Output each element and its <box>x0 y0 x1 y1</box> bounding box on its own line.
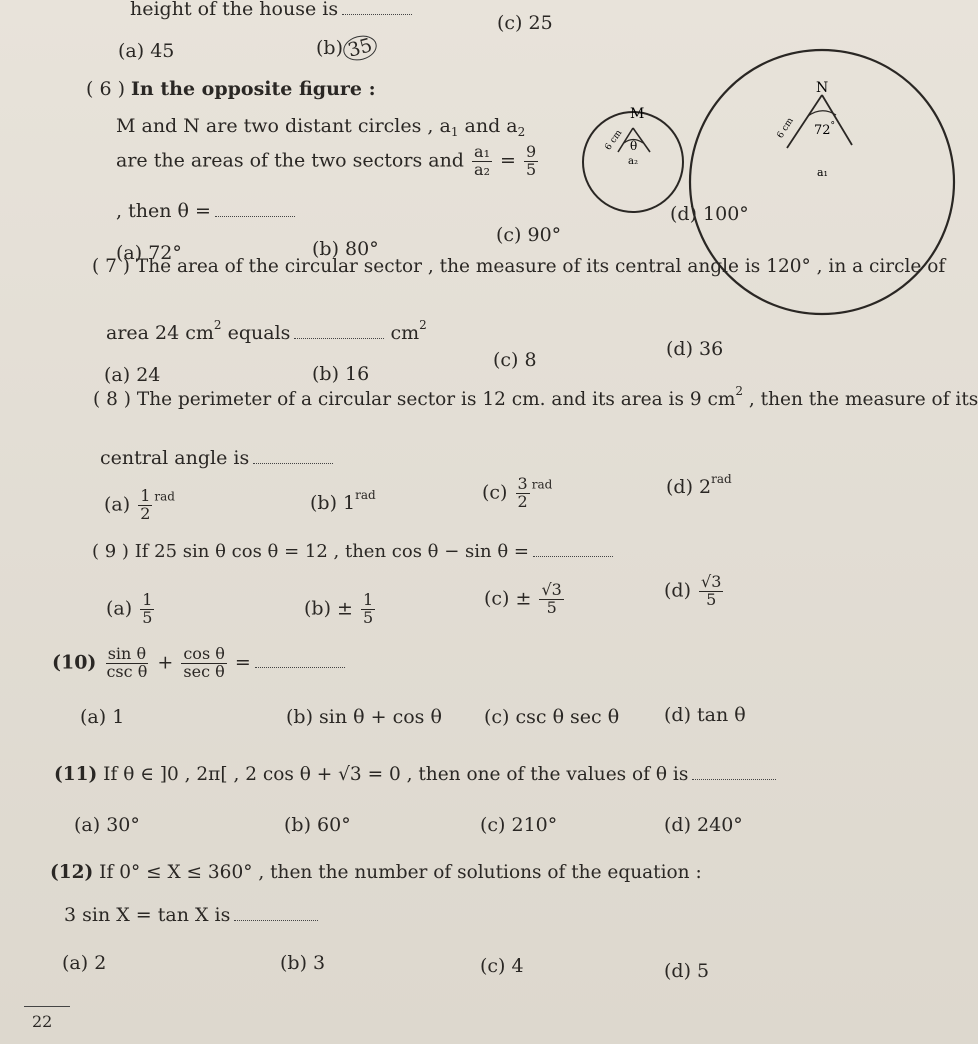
q11-option-c: (c) 210° <box>480 814 558 836</box>
label-m: M <box>630 106 645 122</box>
q12-option-a: (a) 2 <box>62 952 107 974</box>
q6-line3: , then θ = <box>116 200 295 222</box>
q12-option-d: (d) 5 <box>664 960 710 982</box>
q6-line2: are the areas of the two sectors and $\frac{\text{a₁}}{\text{a₂}}$ = $\frac{9}{5}$ <box>116 142 537 179</box>
q12-line1: (12) If 0° ≤ X ≤ 360° , then the number of solutions of the equation : <box>50 862 702 883</box>
page-number: 22 <box>32 1012 53 1031</box>
q7-option-c: (c) 8 <box>493 349 537 371</box>
q9-option-c: (c) ± $\frac{√3}{5}$ <box>484 580 562 617</box>
top-option-c: (c) 25 <box>497 12 553 34</box>
q9-line1: ( 9 ) If 25 sin θ cos θ = 12 , then cos θ − sin θ = <box>92 541 613 562</box>
q12-line2: 3 sin X = tan X is <box>64 904 318 926</box>
sector-n <box>787 95 852 148</box>
q11-option-a: (a) 30° <box>74 814 140 836</box>
q8-line1: ( 8 ) The perimeter of a circular sector is 12 cm. and its area is 9 $cm^2$ , then the measure of its <box>93 384 978 410</box>
q7-option-a: (a) 24 <box>104 364 161 386</box>
q8-option-b: (b) $1^{rad}$ <box>310 488 376 514</box>
top-option-b: (b) 35 <box>316 36 377 60</box>
q7-option-d: (d) 36 <box>666 338 724 360</box>
q10-option-b: (b) sin θ + cos θ <box>286 706 442 728</box>
label-len-n: 6 cm <box>775 116 796 141</box>
label-len-m: 6 cm <box>603 128 625 153</box>
q11-option-b: (b) 60° <box>284 814 351 836</box>
q6-figure <box>580 0 952 240</box>
q11-line1: (11) If θ ∈ ]0 , 2π[ , 2 cos θ + √3 = 0 , then one of the values of θ is <box>54 764 776 785</box>
q6-line1: M and N are two distant circles , $a_1$ and $a_2$ <box>116 115 526 139</box>
q9-option-a: (a) $\frac{1}{5}$ <box>106 590 153 627</box>
q6-option-d: (d) 100° <box>670 203 749 225</box>
q6-option-b: (b) 80° <box>312 238 379 260</box>
q6-option-a: (a) 72° <box>116 242 182 264</box>
q12-option-b: (b) 3 <box>280 952 326 974</box>
q10-option-c: (c) csc θ sec θ <box>484 706 620 728</box>
q8-option-c: (c) $\frac{3}{2}$ $^{rad}$ <box>482 474 553 511</box>
top-option-a: (a) 45 <box>118 40 175 62</box>
top-fragment: height of the house is <box>130 0 412 20</box>
q10-line1: (10) $\frac{\text{sin θ}}{\text{csc θ}}$ + $\frac{\text{cos θ}}{\text{sec θ}}$ = <box>52 646 345 681</box>
q12-option-c: (c) 4 <box>480 955 524 977</box>
q6-option-c: (c) 90° <box>496 224 562 246</box>
q9-option-b: (b) ± $\frac{1}{5}$ <box>304 590 374 627</box>
label-a2: a₂ <box>628 156 638 167</box>
q11-option-d: (d) 240° <box>664 814 743 836</box>
label-theta: θ <box>630 139 638 153</box>
label-a1: a₁ <box>817 166 828 179</box>
q7-line1: ( 7 ) The area of the circular sector , the measure of its central angle is 120° , in a circle of <box>92 256 946 277</box>
q10-option-a: (a) 1 <box>80 706 125 728</box>
page-number-rule <box>24 1006 70 1007</box>
q7-option-b: (b) 16 <box>312 363 370 385</box>
circled-answer: 35 <box>340 32 379 64</box>
q6-heading: ( 6 ) In the opposite figure : <box>86 78 376 100</box>
q8-option-a: (a) $\frac{1}{2}$ $^{rad}$ <box>104 486 175 523</box>
q8-line2: central angle is <box>100 447 333 469</box>
label-n: N <box>816 80 829 96</box>
q8-option-d: (d) $2^{rad}$ <box>666 472 732 498</box>
label-angle-72: 72° <box>814 121 836 138</box>
q7-line2: area 24 $cm^2$ equals $cm^2$ <box>106 318 427 344</box>
q10-option-d: (d) tan θ <box>664 704 746 726</box>
q9-option-d: (d) $\frac{√3}{5}$ <box>664 572 722 609</box>
